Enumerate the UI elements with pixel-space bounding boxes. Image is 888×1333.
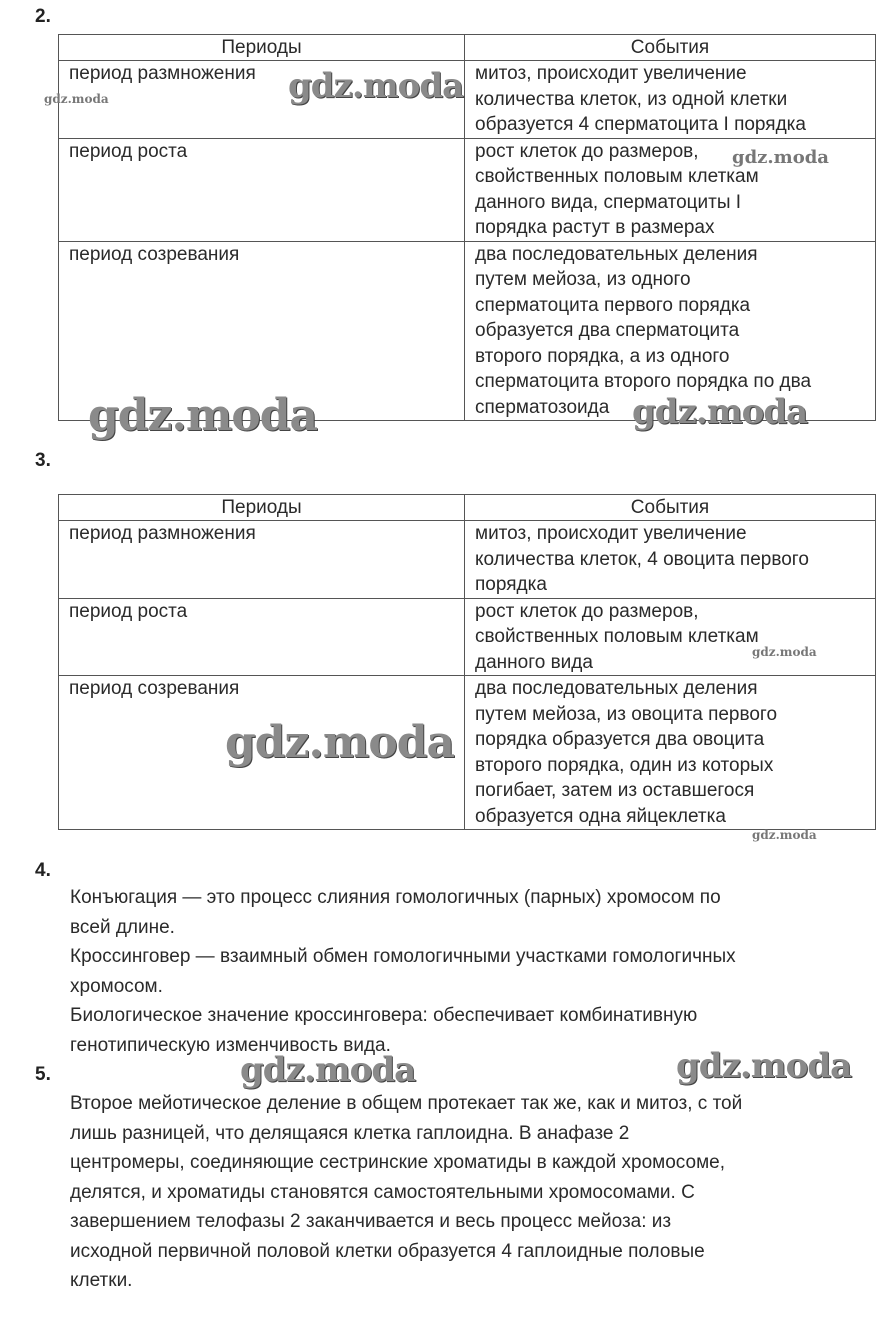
events-text: митоз, происходит увеличение xyxy=(475,523,747,544)
table-row xyxy=(59,61,876,139)
watermark: gdz.moda xyxy=(676,1046,852,1086)
events-text: порядка xyxy=(475,574,547,595)
watermark: gdz.moda xyxy=(288,66,464,106)
period-cell xyxy=(59,138,465,241)
watermark: gdz.moda xyxy=(752,828,817,842)
watermark: gdz.moda xyxy=(240,1050,416,1090)
section-number-4: 4. xyxy=(35,860,51,881)
paragraph-line: Кроссинговер — взаимный обмен гомологичными участками гомологичных xyxy=(70,946,736,967)
paragraph-line: всей длине. xyxy=(70,916,175,938)
events-text: сперматоцита первого порядка xyxy=(475,294,751,316)
period-cell xyxy=(59,598,465,676)
watermark: gdz.moda xyxy=(752,645,817,659)
table-row xyxy=(59,676,876,830)
events-cell xyxy=(465,676,876,830)
table-row xyxy=(59,598,876,676)
section-4-text xyxy=(70,883,736,1060)
paragraph-line: хромосом. xyxy=(70,975,163,997)
events-text: два последовательных деления xyxy=(475,678,758,699)
events-text: количества клеток, 4 овоцита первого xyxy=(475,548,809,570)
events-text: порядка образуется два овоцита xyxy=(475,729,765,750)
paragraph-line: клетки. xyxy=(70,1270,133,1291)
paragraph-line: Конъюгация — это процесс слияния гомологичных (парных) хромосом по xyxy=(70,887,721,908)
events-text: данного вида xyxy=(475,651,593,673)
events-text: образуется 4 сперматоцита I порядка xyxy=(475,114,806,135)
events-text: свойственных половым клеткам xyxy=(475,626,759,647)
section-number-5: 5. xyxy=(35,1064,51,1085)
watermark: gdz.moda xyxy=(88,390,318,441)
section-number-3: 3. xyxy=(35,450,51,471)
events-text: данного вида, сперматоциты I xyxy=(475,191,742,213)
paragraph-line: Второе мейотическое деление в общем протекает так же, как и митоз, с той xyxy=(70,1093,743,1114)
events-text: свойственных половым клеткам xyxy=(475,166,759,187)
events-text: количества клеток, из одной клетки xyxy=(475,88,788,110)
watermark: gdz.moda xyxy=(732,147,829,168)
section-5-text xyxy=(70,1089,742,1296)
events-text: путем мейоза, из овоцита первого xyxy=(475,703,778,725)
events-text: митоз, происходит увеличение xyxy=(475,63,747,84)
period-cell xyxy=(59,521,465,599)
events-cell xyxy=(465,598,876,676)
events-text: сперматозоида xyxy=(475,396,610,418)
period-text: период созревания xyxy=(69,243,240,265)
oogenesis-table xyxy=(58,494,876,830)
watermark: gdz.moda xyxy=(632,392,808,432)
paragraph-line: лишь разницей, что делящаяся клетка гаплоидна. В анафазе 2 xyxy=(70,1122,630,1144)
paragraph-line: центромеры, соединяющие сестринские хроматиды в каждой хромосоме, xyxy=(70,1152,725,1173)
table-row xyxy=(59,521,876,599)
events-cell xyxy=(465,61,876,139)
period-text: период размножения xyxy=(69,63,256,84)
events-text: два последовательных деления xyxy=(475,243,758,265)
events-text: второго порядка, а из одного xyxy=(475,345,730,367)
period-text: период роста xyxy=(69,140,188,162)
paragraph-line: исходной первичной половой клетки образуется 4 гаплоидные половые xyxy=(70,1240,705,1262)
spermatogenesis-table xyxy=(58,34,876,421)
events-text: второго порядка, один из которых xyxy=(475,754,774,776)
column-header-events: События xyxy=(465,495,876,521)
events-text: рост клеток до размеров, xyxy=(475,140,699,162)
column-header-events: События xyxy=(465,35,876,61)
events-cell xyxy=(465,521,876,599)
events-text: образуется одна яйцеклетка xyxy=(475,805,726,827)
column-header-periods: Периоды xyxy=(59,35,465,61)
paragraph-line: Биологическое значение кроссинговера: обеспечивает комбинативную xyxy=(70,1005,698,1026)
watermark: gdz.moda xyxy=(225,717,455,768)
events-text: погибает, затем из оставшегося xyxy=(475,780,755,801)
events-text: сперматоцита второго порядка по два xyxy=(475,371,812,392)
period-text: период размножения xyxy=(69,523,256,544)
section-number-2: 2. xyxy=(35,6,51,27)
events-text: рост клеток до размеров, xyxy=(475,600,699,622)
paragraph-line: генотипическую изменчивость вида. xyxy=(70,1034,391,1056)
events-text: путем мейоза, из одного xyxy=(475,269,691,290)
events-text: порядка растут в размерах xyxy=(475,217,715,238)
period-text: период роста xyxy=(69,600,188,622)
paragraph-line: делятся, и хроматиды становятся самостоятельными хромосомами. С xyxy=(70,1181,695,1203)
watermark: gdz.moda xyxy=(44,92,109,106)
period-text: период созревания xyxy=(69,678,240,699)
paragraph-line: завершением телофазы 2 заканчивается и весь процесс мейоза: из xyxy=(70,1211,672,1232)
events-text: образуется два сперматоцита xyxy=(475,320,740,341)
column-header-periods: Периоды xyxy=(59,495,465,521)
